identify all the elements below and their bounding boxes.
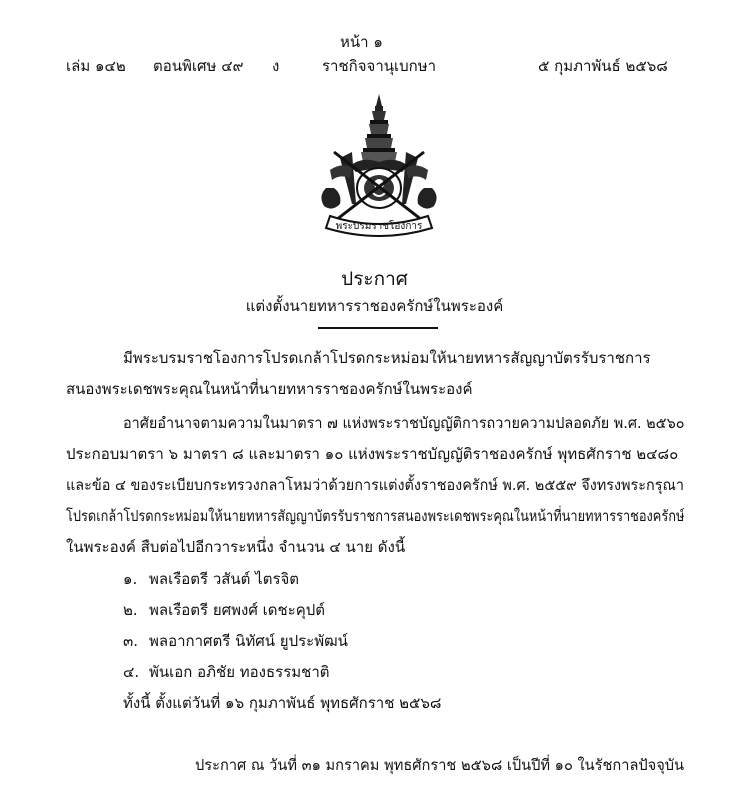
paragraph-1-line-1: มีพระบรมราชโองการโปรดเกล้าโปรดกระหม่อมให้นายทหารสัญญาบัตรรับราชการ [123,349,651,367]
announcement-date-line: ประกาศ ณ วันที่ ๓๑ มกราคม พุทธศักราช ๒๕๖๘ เป็นปีที่ ๑๐ ในรัชกาลปัจจุบัน [195,756,685,774]
appointee-name: พันเอก อภิชัย ทองธรรมชาติ [149,663,330,681]
paragraph-2-line-3: และข้อ ๔ ของระเบียบกระทรวงกลาโหมว่าด้วยการแต่งตั้งราชองครักษ์ พ.ศ. ๒๕๕๙ จึงทรงพระกรุณา [66,476,684,494]
publication-date: ๕ กุมภาพันธ์ ๒๕๖๘ [538,57,668,75]
publication-name: ราชกิจจานุเบกษา [322,57,437,75]
appointee-number: ๓. [123,632,139,650]
volume-number: เล่ม ๑๔๒ [66,57,126,75]
appointee-name: พลอากาศตรี นิทัศน์ ยูประพัฒน์ [149,632,348,650]
section-letter: ง [272,57,280,75]
emblem-banner-text: พระบรมราชโองการ [335,221,423,232]
section-number: ตอนพิเศษ ๔๙ [153,57,244,75]
appointee-number: ๔. [123,663,140,681]
title-divider [318,327,438,329]
royal-emblem-icon [312,92,446,242]
announcement-subtitle: แต่งตั้งนายทหารราชองครักษ์ในพระองค์ [245,297,504,315]
paragraph-1-line-2: สนองพระเดชพระคุณในหน้าที่นายทหารราชองครักษ์ในพระองค์ [66,380,473,398]
page-number: หน้า ๑ [340,33,383,51]
appointee-name: พลเรือตรี ยศพงศ์ เดชะคุปต์ [149,601,326,619]
paragraph-2-line-1: อาศัยอำนาจตามความในมาตรา ๗ แห่งพระราชบัญญัติการถวายความปลอดภัย พ.ศ. ๒๕๖๐ [123,414,685,432]
paragraph-2-line-4: โปรดเกล้าโปรดกระหม่อมให้นายทหารสัญญาบัตรรับราชการสนองพระเดชพระคุณในหน้าที่นายทหารราชองครักษ์ [66,507,685,525]
appointee-number: ๑. [123,570,138,588]
announcement-title: ประกาศ [341,268,408,290]
paragraph-2-line-2: ประกอบมาตรา ๖ มาตรา ๘ และมาตรา ๑๐ แห่งพระราชบัญญัติราชองครักษ์ พุทธศักราช ๒๔๘๐ [66,445,679,463]
effective-date: ทั้งนี้ ตั้งแต่วันที่ ๑๖ กุมภาพันธ์ พุทธศักราช ๒๕๖๘ [123,694,442,712]
paragraph-2-line-5: ในพระองค์ สืบต่อไปอีกวาระหนึ่ง จำนวน ๔ นาย ดังนี้ [66,538,406,556]
appointee-name: พลเรือตรี วสันต์ ไตรจิต [149,570,300,588]
appointee-number: ๒. [123,601,138,619]
